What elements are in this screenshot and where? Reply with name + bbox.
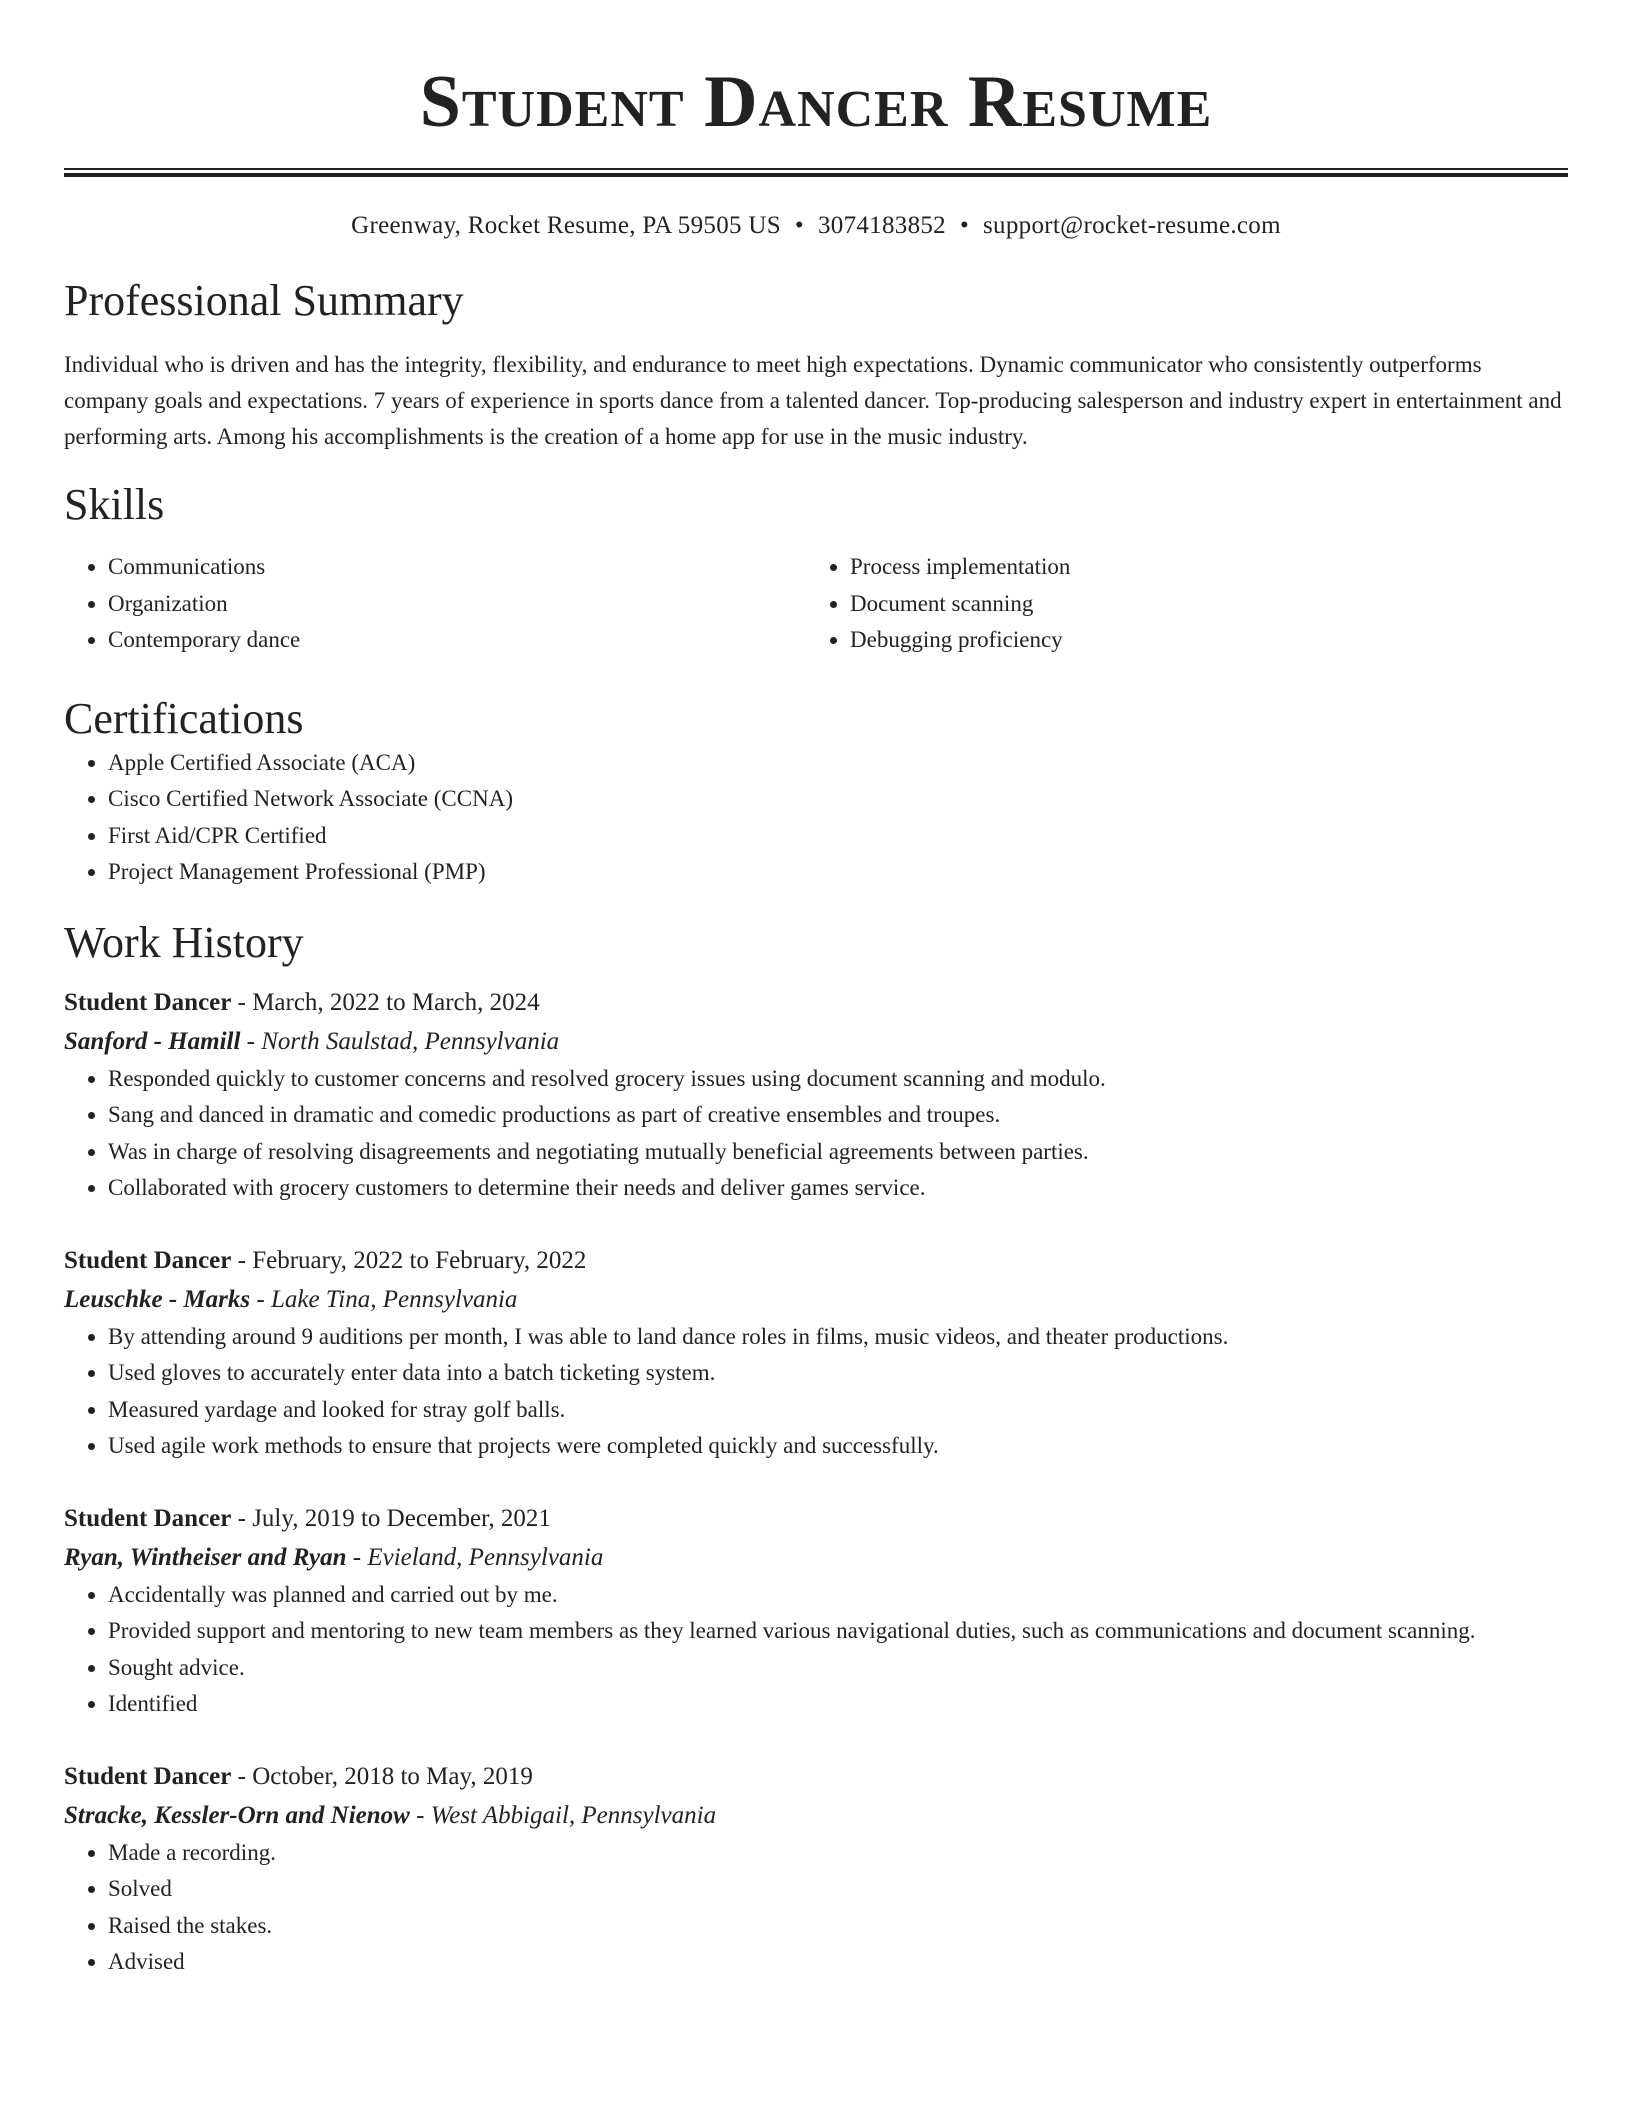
- job-dates: October, 2018 to May, 2019: [252, 1762, 533, 1790]
- job-bullet-list: [64, 1835, 1568, 1981]
- job-bullet: • Collaborated with grocery customers to determine their needs and deliver games service.: [108, 1170, 1568, 1207]
- skill-item: • Debugging proficiency: [850, 622, 1548, 659]
- skill-item: • Process implementation: [850, 549, 1548, 586]
- job-bullet: • Raised the stakes.: [108, 1908, 1568, 1945]
- job-bullet: • Responded quickly to customer concerns and resolved grocery issues using document scanning and modulo.: [108, 1061, 1568, 1098]
- job-location: Evieland, Pennsylvania: [367, 1543, 604, 1571]
- job-company: Leuschke - Marks: [64, 1285, 251, 1313]
- skills-list-right: [806, 549, 1548, 659]
- summary-text: Individual who is driven and has the integrity, flexibility, and endurance to meet high expectations. Dynamic communicator who consistently outperforms company goals and expectations. 7 years of experience in sports dance from a talented dancer. Top-producing salesperson and industry expert in entertainment and performing arts. Among his accomplishments is the creation of a home app for use in the music industry.: [64, 352, 1562, 449]
- certification-item: • Cisco Certified Network Associate (CCNA): [108, 781, 1568, 818]
- skills-list-left: [64, 549, 806, 659]
- job-role: Student Dancer: [64, 988, 232, 1016]
- job-bullet: • Provided support and mentoring to new team members as they learned various navigational duties, such as communications and document scanning.: [108, 1613, 1568, 1650]
- job-bullet: • By attending around 9 auditions per month, I was able to land dance roles in films, music videos, and theater productions.: [108, 1319, 1568, 1356]
- skills-heading: Skills: [64, 480, 165, 529]
- job-bullet: • Was in charge of resolving disagreements and negotiating mutually beneficial agreements between parties.: [108, 1134, 1568, 1171]
- certifications-heading: Certifications: [64, 693, 304, 743]
- job-bullet-list: [64, 1319, 1568, 1465]
- job-bullet: • Made a recording.: [108, 1835, 1568, 1872]
- job-bullet: • Sought advice.: [108, 1650, 1568, 1687]
- job-bullet: • Solved: [108, 1871, 1568, 1908]
- job-company-line: [64, 1023, 1568, 1061]
- job-bullet: • Advised: [108, 1944, 1568, 1981]
- job-title-line: [64, 1499, 1568, 1539]
- certification-item: • Apple Certified Associate (ACA): [108, 745, 1568, 782]
- job-title-line: [64, 983, 1568, 1023]
- job-company-line: [64, 1539, 1568, 1577]
- job-role: Student Dancer: [64, 1762, 232, 1790]
- certification-item: • First Aid/CPR Certified: [108, 818, 1568, 855]
- job-role: Student Dancer: [64, 1246, 232, 1274]
- certification-item: • Project Management Professional (PMP): [108, 854, 1568, 891]
- contact-line: [64, 211, 1568, 241]
- job-bullet: • Used gloves to accurately enter data into a batch ticketing system.: [108, 1355, 1568, 1392]
- contact-separator: •: [959, 212, 970, 239]
- contact-phone: 3074183852: [817, 212, 946, 239]
- job-entry: [64, 983, 1568, 1207]
- job-dates: March, 2022 to March, 2024: [252, 988, 540, 1016]
- job-dash: -: [237, 1762, 246, 1790]
- job-entry: [64, 1499, 1568, 1723]
- contact-email: support@rocket-resume.com: [983, 212, 1281, 239]
- resume-title: Student Dancer Resume: [419, 61, 1213, 143]
- job-role: Student Dancer: [64, 1504, 232, 1532]
- job-bullet: • Used agile work methods to ensure that projects were completed quickly and successfully.: [108, 1428, 1568, 1465]
- skills-grid: [64, 549, 1568, 659]
- job-dash: -: [416, 1801, 425, 1829]
- job-dash: -: [246, 1027, 255, 1055]
- skill-item: • Contemporary dance: [108, 622, 806, 659]
- skill-item: • Document scanning: [850, 586, 1548, 623]
- job-dash: -: [237, 1504, 246, 1532]
- job-entry: [64, 1757, 1568, 1981]
- title-divider: [64, 168, 1568, 177]
- job-bullet: • Sang and danced in dramatic and comedic productions as part of creative ensembles and troupes.: [108, 1097, 1568, 1134]
- job-company-line: [64, 1281, 1568, 1319]
- job-location: West Abbigail, Pennsylvania: [430, 1801, 717, 1829]
- job-company: Ryan, Wintheiser and Ryan: [64, 1543, 347, 1571]
- job-dash: -: [256, 1285, 265, 1313]
- job-entry: [64, 1241, 1568, 1465]
- job-dash: -: [352, 1543, 362, 1571]
- work-history-heading: Work History: [64, 917, 304, 967]
- contact-address: Greenway, Rocket Resume, PA 59505 US: [351, 212, 781, 239]
- skill-item: • Communications: [108, 549, 806, 586]
- summary-heading: Professional Summary: [64, 276, 464, 325]
- job-location: North Saulstad, Pennsylvania: [261, 1027, 560, 1055]
- job-dates: July, 2019 to December, 2021: [252, 1504, 551, 1532]
- job-title-line: [64, 1241, 1568, 1281]
- job-bullet-list: [64, 1061, 1568, 1207]
- job-location: Lake Tina, Pennsylvania: [270, 1285, 518, 1313]
- job-company-line: [64, 1797, 1568, 1835]
- job-title-line: [64, 1757, 1568, 1797]
- job-bullet: • Measured yardage and looked for stray golf balls.: [108, 1392, 1568, 1429]
- skill-item: • Organization: [108, 586, 806, 623]
- contact-separator: •: [794, 212, 804, 239]
- job-dash: -: [237, 988, 246, 1016]
- certifications-list: [64, 745, 1568, 891]
- job-bullet-list: [64, 1577, 1568, 1723]
- job-company: Stracke, Kessler-Orn and Nienow: [64, 1801, 410, 1829]
- job-dash: -: [237, 1246, 246, 1274]
- job-bullet: • Identified: [108, 1686, 1568, 1723]
- job-company: Sanford - Hamill: [64, 1027, 241, 1055]
- job-bullet: • Accidentally was planned and carried out by me.: [108, 1577, 1568, 1614]
- job-dates: February, 2022 to February, 2022: [252, 1246, 587, 1274]
